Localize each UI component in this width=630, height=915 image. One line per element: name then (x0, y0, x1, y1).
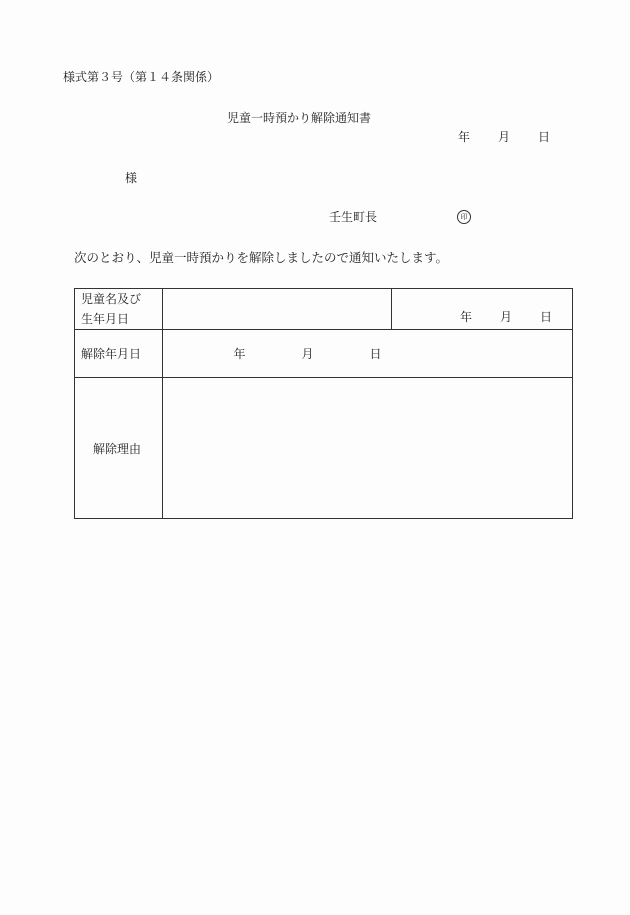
notice-form-table (74, 288, 573, 519)
addressee-suffix: 様 (125, 171, 138, 185)
birth-year-label: 年 (459, 310, 472, 324)
child-label-line2: 生年月日 (81, 312, 130, 326)
release-year-label: 年 (233, 347, 246, 361)
release-day-label: 日 (369, 347, 382, 361)
seal-mark: 印 (457, 210, 471, 224)
notice-body-text: 次のとおり、児童一時預かりを解除しましたので通知いたします。 (74, 250, 449, 265)
issue-month-label: 月 (498, 130, 511, 144)
issue-year-label: 年 (458, 130, 471, 144)
release-date-labels (43, 345, 572, 362)
issue-date (458, 131, 550, 143)
release-month-label: 月 (301, 347, 314, 361)
form-number: 様式第３号（第１４条関係） (63, 70, 220, 84)
child-label-line1: 児童名及び (81, 292, 142, 306)
child-label-cell (75, 289, 163, 330)
release-date-label: 解除年月日 (75, 330, 163, 378)
birth-date-field[interactable] (392, 289, 573, 330)
birth-date-labels (460, 308, 552, 325)
sender-name: 壬生町長 (329, 210, 378, 224)
child-name-field[interactable] (163, 289, 392, 330)
release-date-field[interactable] (163, 330, 573, 378)
document-title: 児童一時預かり解除通知書 (227, 111, 372, 125)
birth-month-label: 月 (499, 310, 512, 324)
reason-label: 解除理由 (75, 378, 163, 519)
reason-field[interactable] (163, 378, 573, 519)
issue-day-label: 日 (538, 130, 551, 144)
table-row (75, 289, 573, 330)
table-row (75, 378, 573, 519)
birth-day-label: 日 (539, 310, 552, 324)
table-row (75, 330, 573, 378)
